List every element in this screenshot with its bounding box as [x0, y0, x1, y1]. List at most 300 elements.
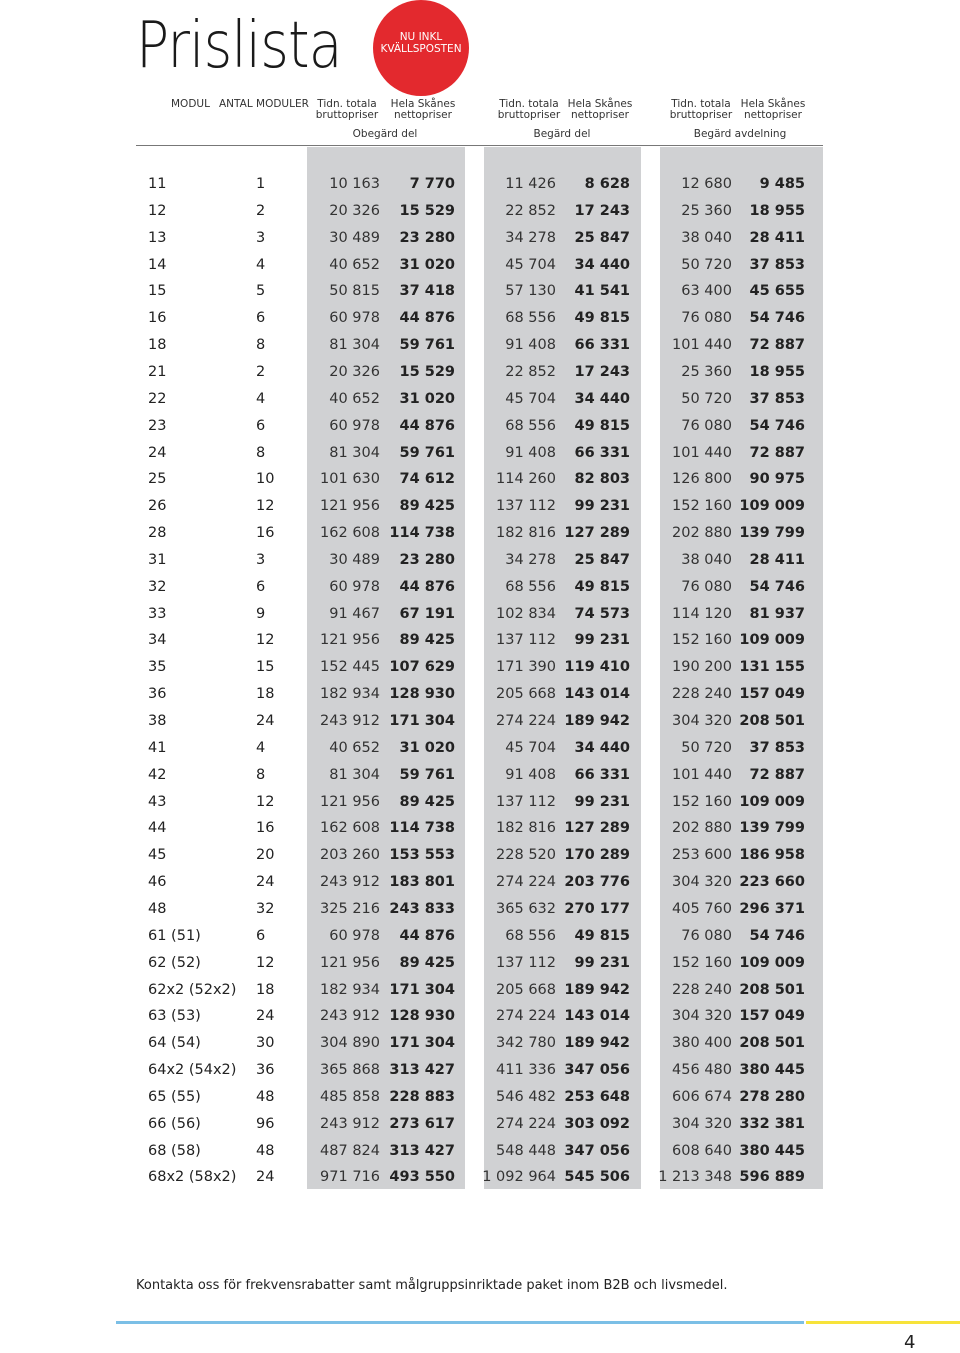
- cell-gross-obegard: 121 956: [320, 794, 380, 810]
- cell-gross-begard: 102 834: [496, 606, 556, 622]
- cell-antal: 6: [256, 418, 266, 434]
- cell-antal: 8: [256, 337, 266, 353]
- cell-gross-begard: 274 224: [496, 874, 556, 890]
- cell-gross-begard: 45 704: [505, 257, 556, 273]
- cell-antal: 24: [256, 1169, 275, 1185]
- cell-net-begard: 34 440: [574, 740, 630, 756]
- cell-gross-obegard: 60 978: [329, 310, 380, 326]
- cell-modul: 62 (52): [148, 955, 201, 971]
- cell-gross-obegard: 304 890: [320, 1035, 380, 1051]
- cell-antal: 4: [256, 740, 266, 756]
- cell-gross-avdelning: 405 760: [672, 901, 732, 917]
- cell-net-obegard: 59 761: [399, 337, 455, 353]
- cell-net-begard: 25 847: [574, 552, 630, 568]
- cell-antal: 15: [256, 659, 275, 675]
- cell-modul: 62x2 (52x2): [148, 982, 237, 998]
- cell-modul: 65 (55): [148, 1089, 201, 1105]
- cell-antal: 4: [256, 391, 266, 407]
- header-g3-netto-line1: Hela Skånes: [740, 98, 806, 110]
- cell-modul: 35: [148, 659, 167, 675]
- subheader-begard-avdelning: Begärd avdelning: [693, 128, 787, 140]
- page-number: 4: [904, 1332, 916, 1353]
- cell-net-avdelning: 18 955: [749, 203, 805, 219]
- cell-net-begard: 203 776: [564, 874, 630, 890]
- cell-gross-avdelning: 25 360: [681, 203, 732, 219]
- cell-modul: 33: [148, 606, 167, 622]
- cell-net-avdelning: 109 009: [739, 955, 805, 971]
- header-g2-netto-line2: nettopriser: [571, 109, 629, 121]
- cell-antal: 12: [256, 955, 275, 971]
- cell-gross-obegard: 243 912: [320, 874, 380, 890]
- cell-net-avdelning: 54 746: [749, 310, 805, 326]
- cell-gross-begard: 45 704: [505, 740, 556, 756]
- cell-gross-avdelning: 101 440: [672, 445, 732, 461]
- cell-modul: 64 (54): [148, 1035, 201, 1051]
- cell-modul: 11: [148, 176, 167, 192]
- cell-gross-begard: 342 780: [496, 1035, 556, 1051]
- header-g2-brutto-line1: Tidn. totala: [499, 98, 559, 110]
- cell-antal: 36: [256, 1062, 275, 1078]
- cell-net-avdelning: 157 049: [739, 1008, 805, 1024]
- cell-net-obegard: 37 418: [399, 283, 455, 299]
- subheader-begard: Begärd del: [533, 128, 591, 140]
- cell-gross-begard: 34 278: [505, 552, 556, 568]
- cell-gross-begard: 91 408: [505, 445, 556, 461]
- cell-net-begard: 34 440: [574, 257, 630, 273]
- cell-gross-obegard: 81 304: [329, 767, 380, 783]
- cell-gross-begard: 22 852: [505, 203, 556, 219]
- cell-net-begard: 189 942: [564, 713, 630, 729]
- promo-badge: [373, 0, 469, 96]
- cell-net-obegard: 44 876: [399, 418, 455, 434]
- cell-gross-avdelning: 50 720: [681, 257, 732, 273]
- cell-antal: 2: [256, 364, 266, 380]
- cell-net-begard: 99 231: [574, 955, 630, 971]
- cell-antal: 16: [256, 820, 275, 836]
- cell-antal: 3: [256, 230, 266, 246]
- cell-gross-obegard: 243 912: [320, 1116, 380, 1132]
- cell-antal: 2: [256, 203, 266, 219]
- cell-gross-avdelning: 1 213 348: [658, 1169, 732, 1185]
- page-title: Prislista: [136, 9, 342, 83]
- cell-gross-obegard: 971 716: [320, 1169, 380, 1185]
- cell-net-avdelning: 90 975: [749, 471, 805, 487]
- cell-gross-obegard: 162 608: [320, 525, 380, 541]
- cell-modul: 34: [148, 632, 167, 648]
- cell-modul: 24: [148, 445, 167, 461]
- cell-net-begard: 347 056: [564, 1143, 630, 1159]
- cell-gross-obegard: 182 934: [320, 686, 380, 702]
- cell-gross-begard: 171 390: [496, 659, 556, 675]
- cell-net-obegard: 228 883: [389, 1089, 455, 1105]
- header-g2-brutto-line2: bruttopriser: [497, 109, 561, 121]
- cell-net-avdelning: 28 411: [749, 230, 805, 246]
- cell-modul: 18: [148, 337, 167, 353]
- cell-net-avdelning: 139 799: [739, 820, 805, 836]
- badge-line1: NU INKL: [399, 31, 443, 43]
- cell-net-obegard: 273 617: [389, 1116, 455, 1132]
- cell-net-obegard: 23 280: [399, 552, 455, 568]
- cell-net-obegard: 31 020: [399, 257, 455, 273]
- cell-net-obegard: 107 629: [389, 659, 455, 675]
- cell-gross-avdelning: 304 320: [672, 874, 732, 890]
- cell-gross-begard: 182 816: [496, 525, 556, 541]
- cell-modul: 32: [148, 579, 167, 595]
- cell-gross-avdelning: 202 880: [672, 525, 732, 541]
- cell-net-begard: 545 506: [564, 1169, 630, 1185]
- cell-gross-begard: 34 278: [505, 230, 556, 246]
- header-g3-netto: [737, 99, 809, 121]
- cell-gross-begard: 68 556: [505, 418, 556, 434]
- cell-net-avdelning: 208 501: [739, 1035, 805, 1051]
- cell-antal: 18: [256, 686, 275, 702]
- cell-gross-obegard: 40 652: [329, 257, 380, 273]
- cell-antal: 10: [256, 471, 275, 487]
- cell-net-obegard: 74 612: [399, 471, 455, 487]
- header-divider: [136, 145, 823, 146]
- cell-net-begard: 17 243: [574, 203, 630, 219]
- cell-net-obegard: 114 738: [389, 820, 455, 836]
- cell-net-obegard: 31 020: [399, 391, 455, 407]
- cell-gross-obegard: 487 824: [320, 1143, 380, 1159]
- cell-gross-begard: 137 112: [496, 955, 556, 971]
- cell-gross-avdelning: 202 880: [672, 820, 732, 836]
- cell-gross-avdelning: 228 240: [672, 686, 732, 702]
- cell-gross-begard: 546 482: [496, 1089, 556, 1105]
- cell-gross-obegard: 203 260: [320, 847, 380, 863]
- cell-net-begard: 66 331: [574, 337, 630, 353]
- cell-net-obegard: 171 304: [389, 713, 455, 729]
- cell-net-obegard: 67 191: [399, 606, 455, 622]
- cell-net-begard: 34 440: [574, 391, 630, 407]
- subheader-obegard: Obegärd del: [352, 128, 418, 140]
- cell-gross-avdelning: 606 674: [672, 1089, 732, 1105]
- cell-antal: 12: [256, 794, 275, 810]
- cell-antal: 6: [256, 310, 266, 326]
- cell-gross-avdelning: 101 440: [672, 767, 732, 783]
- footer-yellow-bar: [806, 1321, 960, 1324]
- cell-antal: 16: [256, 525, 275, 541]
- header-g1-brutto-line1: Tidn. totala: [317, 98, 377, 110]
- cell-gross-obegard: 30 489: [329, 230, 380, 246]
- cell-net-avdelning: 596 889: [739, 1169, 805, 1185]
- cell-net-obegard: 23 280: [399, 230, 455, 246]
- cell-gross-avdelning: 12 680: [681, 176, 732, 192]
- cell-gross-begard: 274 224: [496, 1008, 556, 1024]
- cell-net-obegard: 89 425: [399, 955, 455, 971]
- cell-gross-begard: 1 092 964: [482, 1169, 556, 1185]
- cell-gross-obegard: 243 912: [320, 713, 380, 729]
- cell-net-begard: 41 541: [574, 283, 630, 299]
- cell-gross-obegard: 30 489: [329, 552, 380, 568]
- cell-antal: 20: [256, 847, 275, 863]
- cell-net-avdelning: 9 485: [759, 176, 805, 192]
- cell-modul: 68 (58): [148, 1143, 201, 1159]
- cell-antal: 48: [256, 1143, 275, 1159]
- cell-modul: 13: [148, 230, 167, 246]
- cell-net-begard: 25 847: [574, 230, 630, 246]
- cell-gross-obegard: 60 978: [329, 928, 380, 944]
- cell-net-avdelning: 208 501: [739, 713, 805, 729]
- cell-gross-obegard: 81 304: [329, 337, 380, 353]
- cell-gross-begard: 365 632: [496, 901, 556, 917]
- cell-net-obegard: 7 770: [409, 176, 455, 192]
- cell-net-begard: 82 803: [574, 471, 630, 487]
- cell-net-avdelning: 81 937: [749, 606, 805, 622]
- cell-modul: 22: [148, 391, 167, 407]
- cell-net-obegard: 128 930: [389, 686, 455, 702]
- cell-antal: 4: [256, 257, 266, 273]
- header-antal-moduler: ANTAL MODULER: [219, 98, 309, 110]
- footer-note: Kontakta oss för frekvensrabatter samt målgruppsinriktade paket inom B2B och livsmedel.: [136, 1278, 728, 1293]
- header-g1-netto: [388, 99, 458, 121]
- cell-gross-begard: 137 112: [496, 498, 556, 514]
- cell-net-begard: 8 628: [584, 176, 630, 192]
- cell-antal: 48: [256, 1089, 275, 1105]
- cell-modul: 26: [148, 498, 167, 514]
- cell-gross-avdelning: 50 720: [681, 391, 732, 407]
- cell-net-begard: 17 243: [574, 364, 630, 380]
- badge-line2: KVÄLLSPOSTEN: [380, 43, 462, 55]
- cell-gross-obegard: 162 608: [320, 820, 380, 836]
- cell-net-begard: 170 289: [564, 847, 630, 863]
- cell-antal: 8: [256, 445, 266, 461]
- cell-antal: 24: [256, 1008, 275, 1024]
- cell-antal: 3: [256, 552, 266, 568]
- cell-net-avdelning: 186 958: [739, 847, 805, 863]
- cell-gross-obegard: 243 912: [320, 1008, 380, 1024]
- cell-gross-avdelning: 608 640: [672, 1143, 732, 1159]
- cell-antal: 8: [256, 767, 266, 783]
- cell-net-avdelning: 208 501: [739, 982, 805, 998]
- cell-net-avdelning: 380 445: [739, 1143, 805, 1159]
- cell-gross-begard: 91 408: [505, 767, 556, 783]
- cell-net-avdelning: 157 049: [739, 686, 805, 702]
- cell-gross-obegard: 40 652: [329, 391, 380, 407]
- cell-modul: 12: [148, 203, 167, 219]
- cell-gross-obegard: 20 326: [329, 364, 380, 380]
- cell-net-avdelning: 54 746: [749, 579, 805, 595]
- cell-modul: 64x2 (54x2): [148, 1062, 237, 1078]
- cell-net-begard: 127 289: [564, 820, 630, 836]
- cell-net-begard: 253 648: [564, 1089, 630, 1105]
- cell-antal: 1: [256, 176, 266, 192]
- cell-net-obegard: 44 876: [399, 579, 455, 595]
- cell-modul: 61 (51): [148, 928, 201, 944]
- cell-modul: 44: [148, 820, 167, 836]
- cell-gross-obegard: 10 163: [329, 176, 380, 192]
- cell-net-obegard: 243 833: [389, 901, 455, 917]
- header-g3-brutto: [666, 99, 736, 121]
- cell-net-begard: 127 289: [564, 525, 630, 541]
- cell-gross-obegard: 20 326: [329, 203, 380, 219]
- cell-net-begard: 99 231: [574, 794, 630, 810]
- cell-gross-avdelning: 253 600: [672, 847, 732, 863]
- cell-net-begard: 99 231: [574, 498, 630, 514]
- cell-antal: 6: [256, 579, 266, 595]
- cell-net-obegard: 183 801: [389, 874, 455, 890]
- cell-modul: 68x2 (58x2): [148, 1169, 237, 1185]
- cell-gross-avdelning: 50 720: [681, 740, 732, 756]
- header-g1-netto-line1: Hela Skånes: [390, 98, 456, 110]
- cell-net-begard: 189 942: [564, 1035, 630, 1051]
- cell-antal: 9: [256, 606, 266, 622]
- cell-antal: 24: [256, 713, 275, 729]
- cell-gross-avdelning: 38 040: [681, 552, 732, 568]
- cell-gross-obegard: 101 630: [320, 471, 380, 487]
- cell-net-begard: 49 815: [574, 418, 630, 434]
- cell-gross-avdelning: 152 160: [672, 794, 732, 810]
- cell-net-avdelning: 28 411: [749, 552, 805, 568]
- cell-net-avdelning: 54 746: [749, 418, 805, 434]
- cell-modul: 66 (56): [148, 1116, 201, 1132]
- cell-gross-obegard: 121 956: [320, 955, 380, 971]
- cell-gross-obegard: 121 956: [320, 498, 380, 514]
- cell-gross-begard: 137 112: [496, 794, 556, 810]
- cell-modul: 14: [148, 257, 167, 273]
- cell-modul: 25: [148, 471, 167, 487]
- cell-antal: 12: [256, 498, 275, 514]
- cell-antal: 6: [256, 928, 266, 944]
- cell-gross-avdelning: 25 360: [681, 364, 732, 380]
- cell-gross-begard: 68 556: [505, 928, 556, 944]
- header-g3-netto-line2: nettopriser: [744, 109, 802, 121]
- cell-modul: 38: [148, 713, 167, 729]
- cell-gross-avdelning: 76 080: [681, 418, 732, 434]
- cell-net-avdelning: 296 371: [739, 901, 805, 917]
- cell-gross-obegard: 325 216: [320, 901, 380, 917]
- header-g1-brutto-line2: bruttopriser: [315, 109, 379, 121]
- cell-net-avdelning: 131 155: [739, 659, 805, 675]
- cell-gross-avdelning: 380 400: [672, 1035, 732, 1051]
- cell-modul: 42: [148, 767, 167, 783]
- cell-net-obegard: 89 425: [399, 498, 455, 514]
- header-g3-brutto-line2: bruttopriser: [669, 109, 733, 121]
- cell-antal: 24: [256, 874, 275, 890]
- cell-net-obegard: 15 529: [399, 203, 455, 219]
- cell-net-begard: 74 573: [574, 606, 630, 622]
- cell-net-obegard: 89 425: [399, 794, 455, 810]
- cell-net-avdelning: 139 799: [739, 525, 805, 541]
- header-g1-netto-line2: nettopriser: [394, 109, 452, 121]
- cell-net-obegard: 44 876: [399, 310, 455, 326]
- cell-net-obegard: 15 529: [399, 364, 455, 380]
- cell-net-avdelning: 380 445: [739, 1062, 805, 1078]
- cell-gross-avdelning: 304 320: [672, 713, 732, 729]
- cell-gross-avdelning: 152 160: [672, 632, 732, 648]
- cell-modul: 21: [148, 364, 167, 380]
- header-g2-netto-line1: Hela Skånes: [567, 98, 633, 110]
- header-modul: MODUL: [171, 98, 210, 110]
- cell-gross-avdelning: 38 040: [681, 230, 732, 246]
- cell-gross-avdelning: 126 800: [672, 471, 732, 487]
- cell-modul: 28: [148, 525, 167, 541]
- cell-net-avdelning: 18 955: [749, 364, 805, 380]
- cell-gross-begard: 22 852: [505, 364, 556, 380]
- cell-gross-obegard: 182 934: [320, 982, 380, 998]
- cell-gross-obegard: 81 304: [329, 445, 380, 461]
- cell-net-avdelning: 109 009: [739, 498, 805, 514]
- cell-gross-avdelning: 63 400: [681, 283, 732, 299]
- footer-blue-bar: [116, 1321, 804, 1324]
- cell-gross-begard: 274 224: [496, 713, 556, 729]
- cell-gross-begard: 114 260: [496, 471, 556, 487]
- cell-gross-begard: 68 556: [505, 579, 556, 595]
- cell-gross-begard: 91 408: [505, 337, 556, 353]
- cell-net-obegard: 493 550: [389, 1169, 455, 1185]
- cell-net-begard: 189 942: [564, 982, 630, 998]
- cell-net-begard: 66 331: [574, 767, 630, 783]
- cell-net-avdelning: 45 655: [749, 283, 805, 299]
- cell-modul: 46: [148, 874, 167, 890]
- cell-gross-avdelning: 101 440: [672, 337, 732, 353]
- cell-gross-avdelning: 456 480: [672, 1062, 732, 1078]
- cell-gross-begard: 411 336: [496, 1062, 556, 1078]
- header-g3-brutto-line1: Tidn. totala: [671, 98, 731, 110]
- cell-net-obegard: 171 304: [389, 982, 455, 998]
- cell-antal: 30: [256, 1035, 275, 1051]
- cell-net-begard: 49 815: [574, 310, 630, 326]
- cell-modul: 41: [148, 740, 167, 756]
- cell-modul: 45: [148, 847, 167, 863]
- cell-modul: 23: [148, 418, 167, 434]
- cell-modul: 16: [148, 310, 167, 326]
- cell-gross-avdelning: 228 240: [672, 982, 732, 998]
- cell-antal: 32: [256, 901, 275, 917]
- cell-gross-avdelning: 304 320: [672, 1008, 732, 1024]
- cell-net-begard: 49 815: [574, 579, 630, 595]
- cell-net-avdelning: 54 746: [749, 928, 805, 944]
- cell-gross-obegard: 485 858: [320, 1089, 380, 1105]
- cell-net-begard: 270 177: [564, 901, 630, 917]
- cell-antal: 18: [256, 982, 275, 998]
- cell-gross-avdelning: 114 120: [672, 606, 732, 622]
- cell-antal: 96: [256, 1116, 275, 1132]
- cell-net-avdelning: 109 009: [739, 632, 805, 648]
- cell-gross-obegard: 91 467: [329, 606, 380, 622]
- cell-net-avdelning: 37 853: [749, 391, 805, 407]
- cell-gross-obegard: 60 978: [329, 418, 380, 434]
- cell-gross-obegard: 365 868: [320, 1062, 380, 1078]
- cell-net-begard: 119 410: [564, 659, 630, 675]
- cell-gross-obegard: 50 815: [329, 283, 380, 299]
- cell-gross-begard: 57 130: [505, 283, 556, 299]
- cell-gross-begard: 548 448: [496, 1143, 556, 1159]
- cell-net-obegard: 313 427: [389, 1143, 455, 1159]
- cell-gross-avdelning: 76 080: [681, 928, 732, 944]
- cell-modul: 63 (53): [148, 1008, 201, 1024]
- cell-net-avdelning: 72 887: [749, 767, 805, 783]
- cell-gross-begard: 228 520: [496, 847, 556, 863]
- cell-net-avdelning: 223 660: [739, 874, 805, 890]
- cell-net-avdelning: 37 853: [749, 257, 805, 273]
- cell-gross-begard: 137 112: [496, 632, 556, 648]
- cell-modul: 15: [148, 283, 167, 299]
- cell-gross-begard: 68 556: [505, 310, 556, 326]
- cell-net-begard: 49 815: [574, 928, 630, 944]
- cell-gross-begard: 274 224: [496, 1116, 556, 1132]
- cell-modul: 48: [148, 901, 167, 917]
- cell-gross-avdelning: 190 200: [672, 659, 732, 675]
- header-g2-brutto: [494, 99, 564, 121]
- cell-net-obegard: 89 425: [399, 632, 455, 648]
- cell-modul: 43: [148, 794, 167, 810]
- cell-gross-avdelning: 76 080: [681, 579, 732, 595]
- cell-gross-obegard: 121 956: [320, 632, 380, 648]
- cell-gross-obegard: 60 978: [329, 579, 380, 595]
- cell-net-avdelning: 109 009: [739, 794, 805, 810]
- cell-gross-avdelning: 304 320: [672, 1116, 732, 1132]
